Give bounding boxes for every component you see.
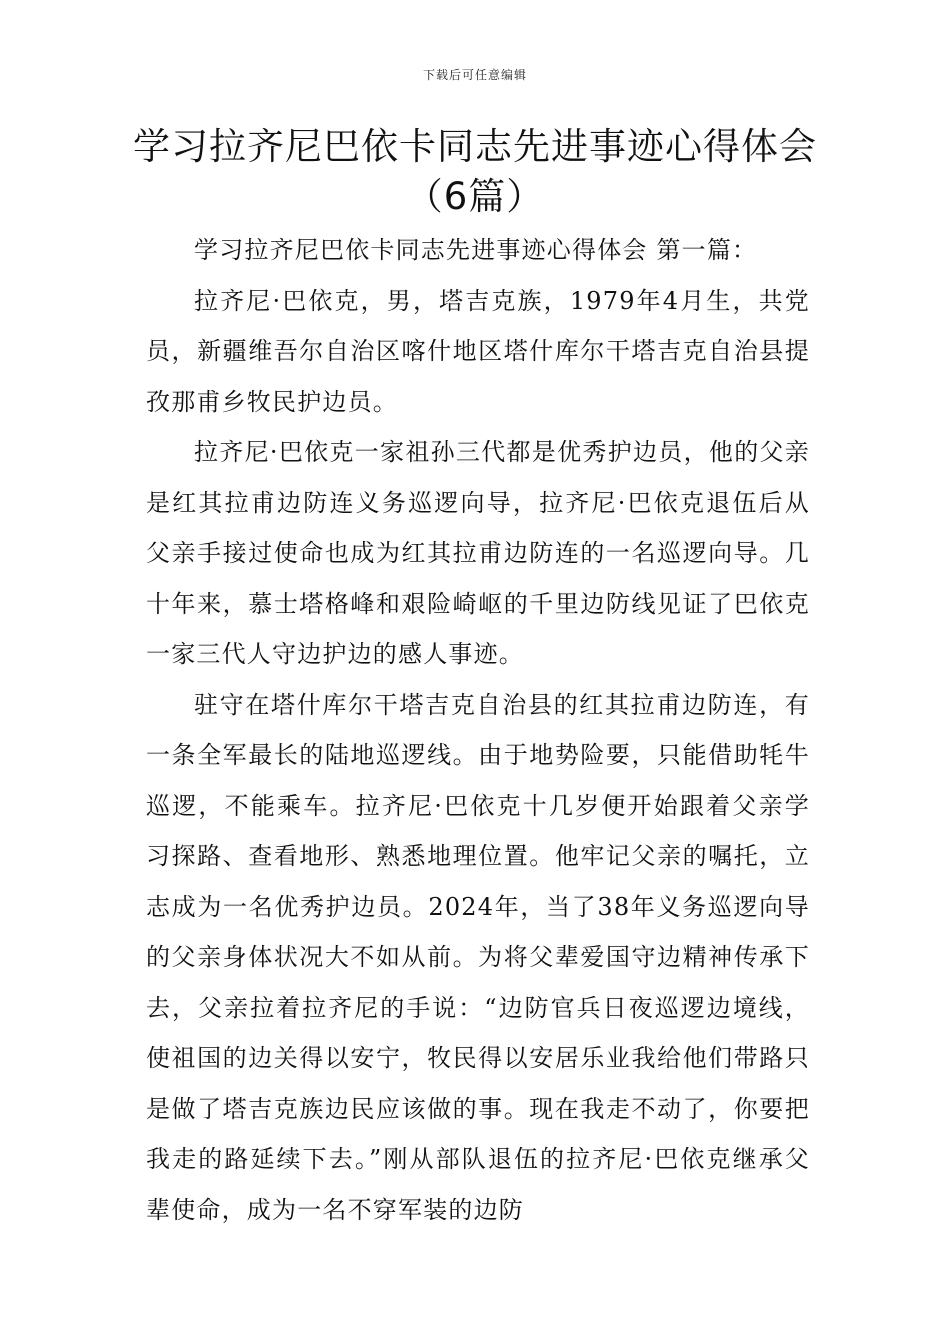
document-body	[146, 225, 810, 1235]
body-paragraph-3: 驻守在塔什库尔干塔吉克自治县的红其拉甫边防连，有一条全军最长的陆地巡逻线。由于地势险要，只能借助牦牛巡逻，不能乘车。拉齐尼·巴依克十几岁便开始跟着父亲学习探路、查看地形、熟悉地理位置。他牢记父亲的嘱托，立志成为一名优秀护边员。2024年，当了38年义务巡逻向导的父亲身体状况大不如从前。为将父辈爱国守边精神传承下去，父亲拉着拉齐尼的手说：“边防官兵日夜巡逻边境线，使祖国的边关得以安宁，牧民得以安居乐业我给他们带路只是做了塔吉克族边民应该做的事。现在我走不动了，你要把我走的路延续下去。”刚从部队退伍的拉齐尼·巴依克继承父辈使命，成为一名不穿军装的边防	[146, 690, 810, 1224]
body-paragraph-1: 拉齐尼·巴依克，男，塔吉克族，1979年4月生，共党员，新疆维吾尔自治区喀什地区塔什库尔干塔吉克自治县提孜那甫乡牧民护边员。	[146, 286, 810, 416]
body-paragraph-2: 拉齐尼·巴依克一家祖孙三代都是优秀护边员，他的父亲是红其拉甫边防连义务巡逻向导，拉齐尼·巴依克退伍后从父亲手接过使命也成为红其拉甫边防连的一名巡逻向导。几十年来，慕士塔格峰和艰险崎岖的千里边防线见证了巴依克一家三代人守边护边的感人事迹。	[146, 438, 810, 668]
document-title-line-2: （6篇）	[405, 175, 545, 218]
header-note: 下载后可任意编辑	[422, 68, 527, 82]
section-heading: 学习拉齐尼巴依卡同志先进事迹心得体会 第一篇：	[194, 236, 758, 264]
document-title-line-1: 学习拉齐尼巴依卡同志先进事迹心得体会	[133, 125, 817, 168]
document-title	[100, 122, 850, 222]
